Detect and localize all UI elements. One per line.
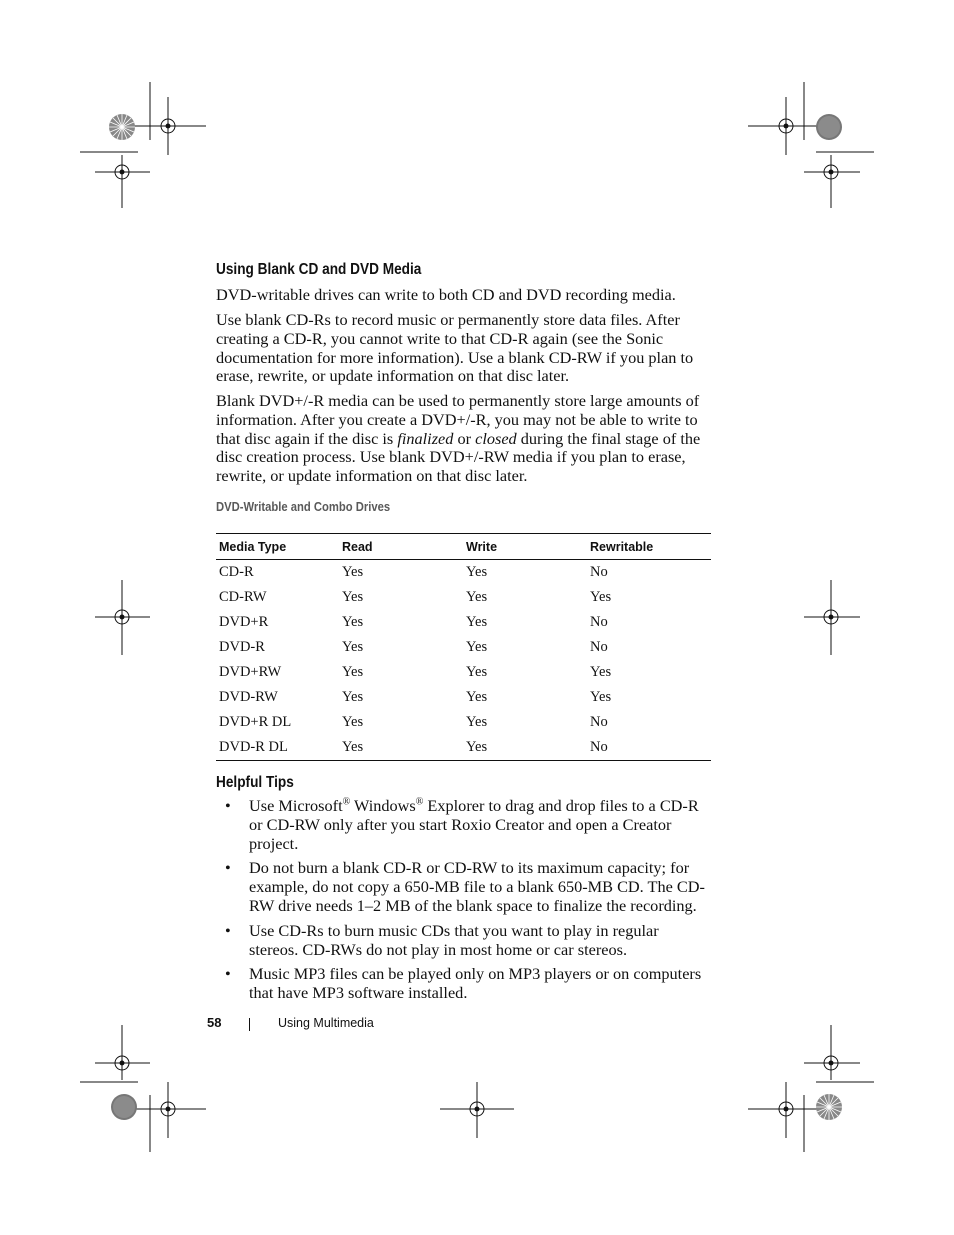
registered-mark: ® (342, 796, 351, 808)
table-row (216, 635, 711, 660)
paragraph-dvd-r-part1: Blank DVD+/-R media can be used to permanently store large amounts of information. After you create a DVD+/-R, you may not be able to write to that disc again if the disc is (216, 391, 700, 448)
tip-text: Do not burn a blank CD-R or CD-RW to its maximum capacity; for example, do not copy a 650-MB file to a blank 650-MB CD. The CD-RW drive needs 1–2 MB of the blank space to finalize the recording. (249, 858, 705, 915)
cell-read: Yes (342, 614, 364, 630)
cell-read: Yes (342, 714, 364, 730)
cell-media-type: CD-R (219, 564, 254, 580)
tip-text: Use CD-Rs to burn music CDs that you want to play in regular stereos. CD-RWs do not play in most home or car stereos. (249, 920, 659, 959)
column-header-media-type: Media Type (216, 534, 339, 560)
cell-rewritable: No (590, 564, 608, 580)
cell-media-type: DVD+R (219, 614, 269, 630)
list-item (216, 965, 711, 1003)
column-header-read: Read (339, 534, 463, 560)
cell-read: Yes (342, 689, 364, 705)
bullet-icon: • (225, 796, 231, 815)
paragraph-dvd-r-part3: during the final stage of the disc creation process. Use blank DVD+/-RW media if you plan to erase, rewrite, or update information on that disc later. (216, 428, 701, 486)
tip-text-part3: Explorer to drag and drop files to a CD-R or CD-RW only after you start Roxio Creator and open a Creator project. (249, 796, 699, 853)
cell-read: Yes (339, 735, 463, 761)
cell-rewritable: No (590, 639, 608, 655)
term-finalized: finalized (397, 428, 454, 448)
table-row (216, 735, 711, 761)
cell-write: Yes (466, 714, 488, 730)
cell-media-type: DVD-RW (219, 689, 278, 705)
term-closed: closed (475, 428, 517, 448)
paragraph-intro: DVD-writable drives can write to both CD and DVD recording media. (216, 285, 676, 304)
cell-rewritable: No (587, 735, 711, 761)
tip-text-part2: Windows (350, 796, 416, 815)
paragraph-cd-r: Use blank CD-Rs to record music or permanently store data files. After creating a CD-R, you cannot write to that CD-R again (see the Sonic documentation for more information). Use a blank CD-RW if you plan to erase, rewrite, or update information on that disc later. (216, 310, 694, 386)
cell-media-type: CD-RW (219, 589, 267, 605)
cell-media-type: DVD+RW (219, 664, 282, 680)
cell-read: Yes (342, 564, 364, 580)
table-row (216, 610, 711, 635)
footer-chapter-title: Using Multimedia (278, 1016, 374, 1030)
table-header-row (216, 534, 711, 560)
registered-mark: ® (415, 796, 424, 808)
cell-write: Yes (466, 639, 488, 655)
cell-rewritable: Yes (590, 689, 612, 705)
cell-rewritable: No (590, 614, 608, 630)
tips-list (216, 797, 711, 1009)
table-row (216, 685, 711, 710)
cell-write: Yes (463, 735, 587, 761)
cell-read: Yes (342, 589, 364, 605)
table-row (216, 660, 711, 685)
table-row (216, 585, 711, 610)
cell-rewritable: Yes (590, 589, 612, 605)
paragraph-dvd-r (216, 392, 711, 486)
section-heading-blank-media: Using Blank CD and DVD Media (216, 261, 422, 278)
table-row (216, 710, 711, 735)
cell-write: Yes (466, 664, 488, 680)
page-number: 58 (207, 1015, 222, 1030)
cell-write: Yes (466, 689, 488, 705)
section-heading-helpful-tips: Helpful Tips (216, 774, 294, 791)
bullet-icon: • (225, 858, 231, 878)
cell-write: Yes (466, 589, 488, 605)
column-header-write: Write (463, 534, 587, 560)
cell-write: Yes (466, 564, 488, 580)
cell-rewritable: Yes (590, 664, 612, 680)
list-item (216, 859, 711, 915)
cell-read: Yes (342, 639, 364, 655)
bullet-icon: • (225, 920, 231, 940)
cell-media-type: DVD-R DL (216, 735, 339, 761)
footer-divider (249, 1018, 250, 1031)
cell-rewritable: No (590, 714, 608, 730)
list-item (216, 922, 711, 960)
list-item (216, 797, 711, 853)
column-header-rewritable: Rewritable (587, 534, 711, 560)
table-row (216, 560, 711, 586)
cell-media-type: DVD-R (219, 639, 265, 655)
cell-read: Yes (342, 664, 364, 680)
bullet-icon: • (225, 964, 231, 984)
tip-text-part1: Use Microsoft (249, 796, 343, 815)
tip-text: Music MP3 files can be played only on MP3 players or on computers that have MP3 software installed. (249, 964, 702, 1003)
cell-write: Yes (466, 614, 488, 630)
paragraph-dvd-r-part2: or (453, 428, 476, 448)
drives-table (216, 533, 711, 761)
cell-media-type: DVD+R DL (219, 714, 292, 730)
table-caption: DVD-Writable and Combo Drives (216, 500, 391, 514)
